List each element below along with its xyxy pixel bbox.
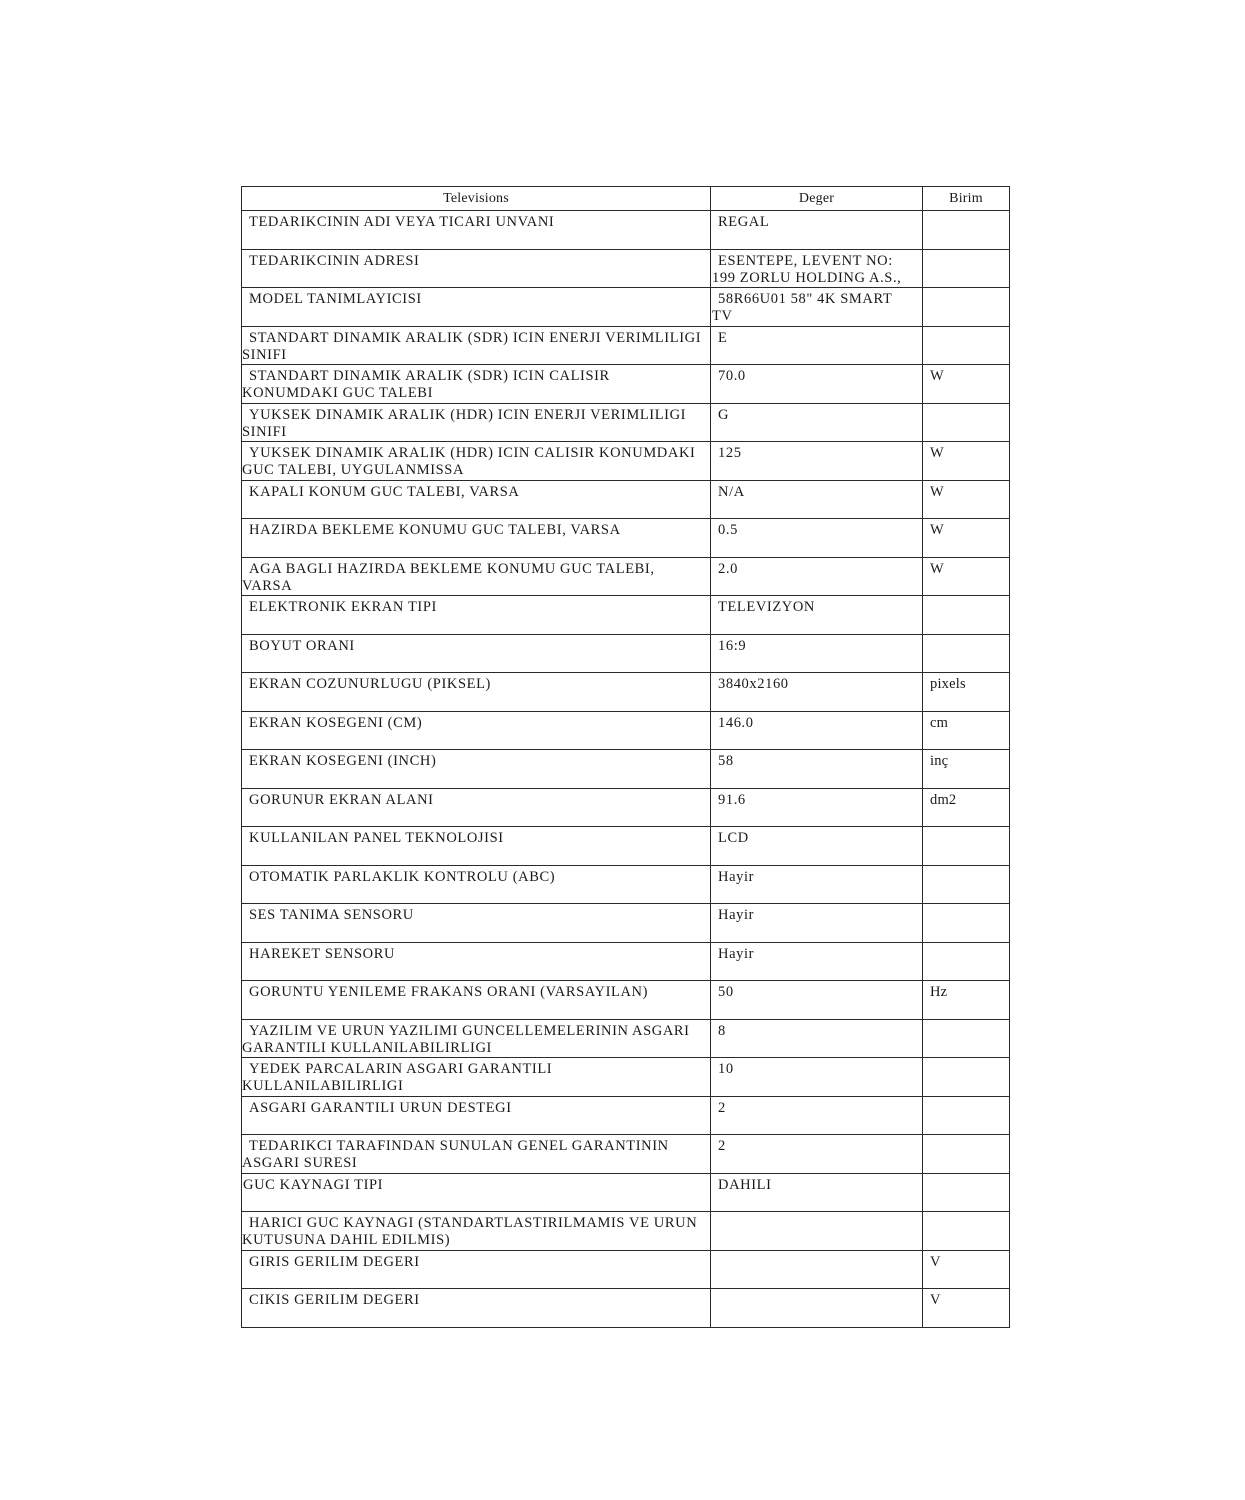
row-label: KAPALI KONUM GUC TALEBI, VARSA (242, 480, 711, 519)
row-unit (923, 1058, 1010, 1097)
row-unit (923, 326, 1010, 365)
row-value: 16:9 (711, 634, 923, 673)
row-value: 2.0 (711, 557, 923, 596)
row-label: TEDARIKCI TARAFINDAN SUNULAN GENEL GARANTININ ASGARI SURESI (242, 1135, 711, 1174)
row-unit (923, 1096, 1010, 1135)
row-value (711, 1250, 923, 1289)
row-label: BOYUT ORANI (242, 634, 711, 673)
table-row (242, 1212, 1010, 1251)
row-value: REGAL (711, 211, 923, 250)
table-row (242, 211, 1010, 250)
table-header (242, 187, 1010, 211)
row-unit (923, 403, 1010, 442)
row-unit (923, 211, 1010, 250)
table-row (242, 519, 1010, 558)
row-value: 91.6 (711, 788, 923, 827)
row-value: G (711, 403, 923, 442)
row-unit (923, 942, 1010, 981)
row-value: LCD (711, 827, 923, 866)
table-row (242, 1019, 1010, 1058)
table-row (242, 827, 1010, 866)
spec-table (241, 186, 1010, 1328)
row-label: HARICI GUC KAYNAGI (STANDARTLASTIRILMAMIS VE URUN KUTUSUNA DAHIL EDILMIS) (242, 1212, 711, 1251)
row-unit: cm (923, 711, 1010, 750)
row-label: HAREKET SENSORU (242, 942, 711, 981)
row-value: N/A (711, 480, 923, 519)
row-label: HAZIRDA BEKLEME KONUMU GUC TALEBI, VARSA (242, 519, 711, 558)
row-value: 3840x2160 (711, 673, 923, 712)
table-row (242, 711, 1010, 750)
row-unit (923, 1019, 1010, 1058)
table-row (242, 750, 1010, 789)
row-label: EKRAN KOSEGENI (INCH) (242, 750, 711, 789)
row-label: SES TANIMA SENSORU (242, 904, 711, 943)
row-label: OTOMATIK PARLAKLIK KONTROLU (ABC) (242, 865, 711, 904)
table-row (242, 288, 1010, 327)
table-row (242, 1250, 1010, 1289)
row-unit (923, 865, 1010, 904)
row-value (711, 1289, 923, 1328)
row-label: MODEL TANIMLAYICISI (242, 288, 711, 327)
row-unit: W (923, 519, 1010, 558)
row-label: GUC KAYNAGI TIPI (242, 1173, 711, 1212)
row-label: GORUNTU YENILEME FRAKANS ORANI (VARSAYILAN) (242, 981, 711, 1020)
row-unit (923, 288, 1010, 327)
row-value: E (711, 326, 923, 365)
row-unit: W (923, 557, 1010, 596)
row-label: EKRAN KOSEGENI (CM) (242, 711, 711, 750)
row-value: DAHILI (711, 1173, 923, 1212)
row-label: YEDEK PARCALARIN ASGARI GARANTILI KULLANILABILIRLIGI (242, 1058, 711, 1097)
row-value: 146.0 (711, 711, 923, 750)
row-unit: V (923, 1289, 1010, 1328)
row-unit (923, 596, 1010, 635)
table-row (242, 557, 1010, 596)
table-row (242, 442, 1010, 481)
column-header-value: Deger (711, 187, 923, 211)
table-row (242, 1135, 1010, 1174)
row-unit (923, 634, 1010, 673)
row-value: ESENTEPE, LEVENT NO: 199 ZORLU HOLDING A.S., (711, 249, 923, 288)
row-value: 0.5 (711, 519, 923, 558)
row-value (711, 1212, 923, 1251)
row-unit (923, 1173, 1010, 1212)
row-unit: dm2 (923, 788, 1010, 827)
row-label: YUKSEK DINAMIK ARALIK (HDR) ICIN CALISIR KONUMDAKI GUC TALEBI, UYGULANMISSA (242, 442, 711, 481)
row-value: 58 (711, 750, 923, 789)
row-unit: W (923, 365, 1010, 404)
row-label: AGA BAGLI HAZIRDA BEKLEME KONUMU GUC TALEBI, VARSA (242, 557, 711, 596)
row-value: 2 (711, 1135, 923, 1174)
table-row (242, 865, 1010, 904)
row-label: KULLANILAN PANEL TEKNOLOJISI (242, 827, 711, 866)
table-row (242, 403, 1010, 442)
table-row (242, 673, 1010, 712)
table-row (242, 596, 1010, 635)
row-unit (923, 827, 1010, 866)
table-row (242, 981, 1010, 1020)
table-row (242, 1096, 1010, 1135)
table-row (242, 942, 1010, 981)
row-label: YUKSEK DINAMIK ARALIK (HDR) ICIN ENERJI VERIMLILIGI SINIFI (242, 403, 711, 442)
table-row (242, 634, 1010, 673)
row-value: Hayir (711, 865, 923, 904)
row-unit: pixels (923, 673, 1010, 712)
table-row (242, 480, 1010, 519)
row-label: ASGARI GARANTILI URUN DESTEGI (242, 1096, 711, 1135)
table-row (242, 904, 1010, 943)
table-row (242, 1289, 1010, 1328)
table-row (242, 326, 1010, 365)
row-value: Hayir (711, 942, 923, 981)
table-row (242, 1173, 1010, 1212)
table-row (242, 249, 1010, 288)
row-value: 70.0 (711, 365, 923, 404)
row-value: TELEVIZYON (711, 596, 923, 635)
column-header-product: Televisions (242, 187, 711, 211)
header-row (242, 187, 1010, 211)
row-label: TEDARIKCININ ADI VEYA TICARI UNVANI (242, 211, 711, 250)
row-unit: W (923, 442, 1010, 481)
row-value: 58R66U01 58" 4K SMART TV (711, 288, 923, 327)
row-label: ELEKTRONIK EKRAN TIPI (242, 596, 711, 635)
row-unit: inç (923, 750, 1010, 789)
row-label: YAZILIM VE URUN YAZILIMI GUNCELLEMELERININ ASGARI GARANTILI KULLANILABILIRLIGI (242, 1019, 711, 1058)
table-body (242, 211, 1010, 1328)
column-header-unit: Birim (923, 187, 1010, 211)
row-value: 8 (711, 1019, 923, 1058)
row-unit (923, 904, 1010, 943)
row-label: STANDART DINAMIK ARALIK (SDR) ICIN CALISIR KONUMDAKI GUC TALEBI (242, 365, 711, 404)
row-value: 10 (711, 1058, 923, 1097)
row-label: GIRIS GERILIM DEGERI (242, 1250, 711, 1289)
row-label: GORUNUR EKRAN ALANI (242, 788, 711, 827)
row-unit (923, 249, 1010, 288)
row-unit: Hz (923, 981, 1010, 1020)
row-label: EKRAN COZUNURLUGU (PIKSEL) (242, 673, 711, 712)
row-unit (923, 1135, 1010, 1174)
table-row (242, 788, 1010, 827)
table-row (242, 1058, 1010, 1097)
row-label: CIKIS GERILIM DEGERI (242, 1289, 711, 1328)
row-value: 50 (711, 981, 923, 1020)
row-unit (923, 1212, 1010, 1251)
row-value: 2 (711, 1096, 923, 1135)
table-row (242, 365, 1010, 404)
row-label: STANDART DINAMIK ARALIK (SDR) ICIN ENERJI VERIMLILIGI SINIFI (242, 326, 711, 365)
row-value: Hayir (711, 904, 923, 943)
row-value: 125 (711, 442, 923, 481)
row-label: TEDARIKCININ ADRESI (242, 249, 711, 288)
row-unit: V (923, 1250, 1010, 1289)
row-unit: W (923, 480, 1010, 519)
